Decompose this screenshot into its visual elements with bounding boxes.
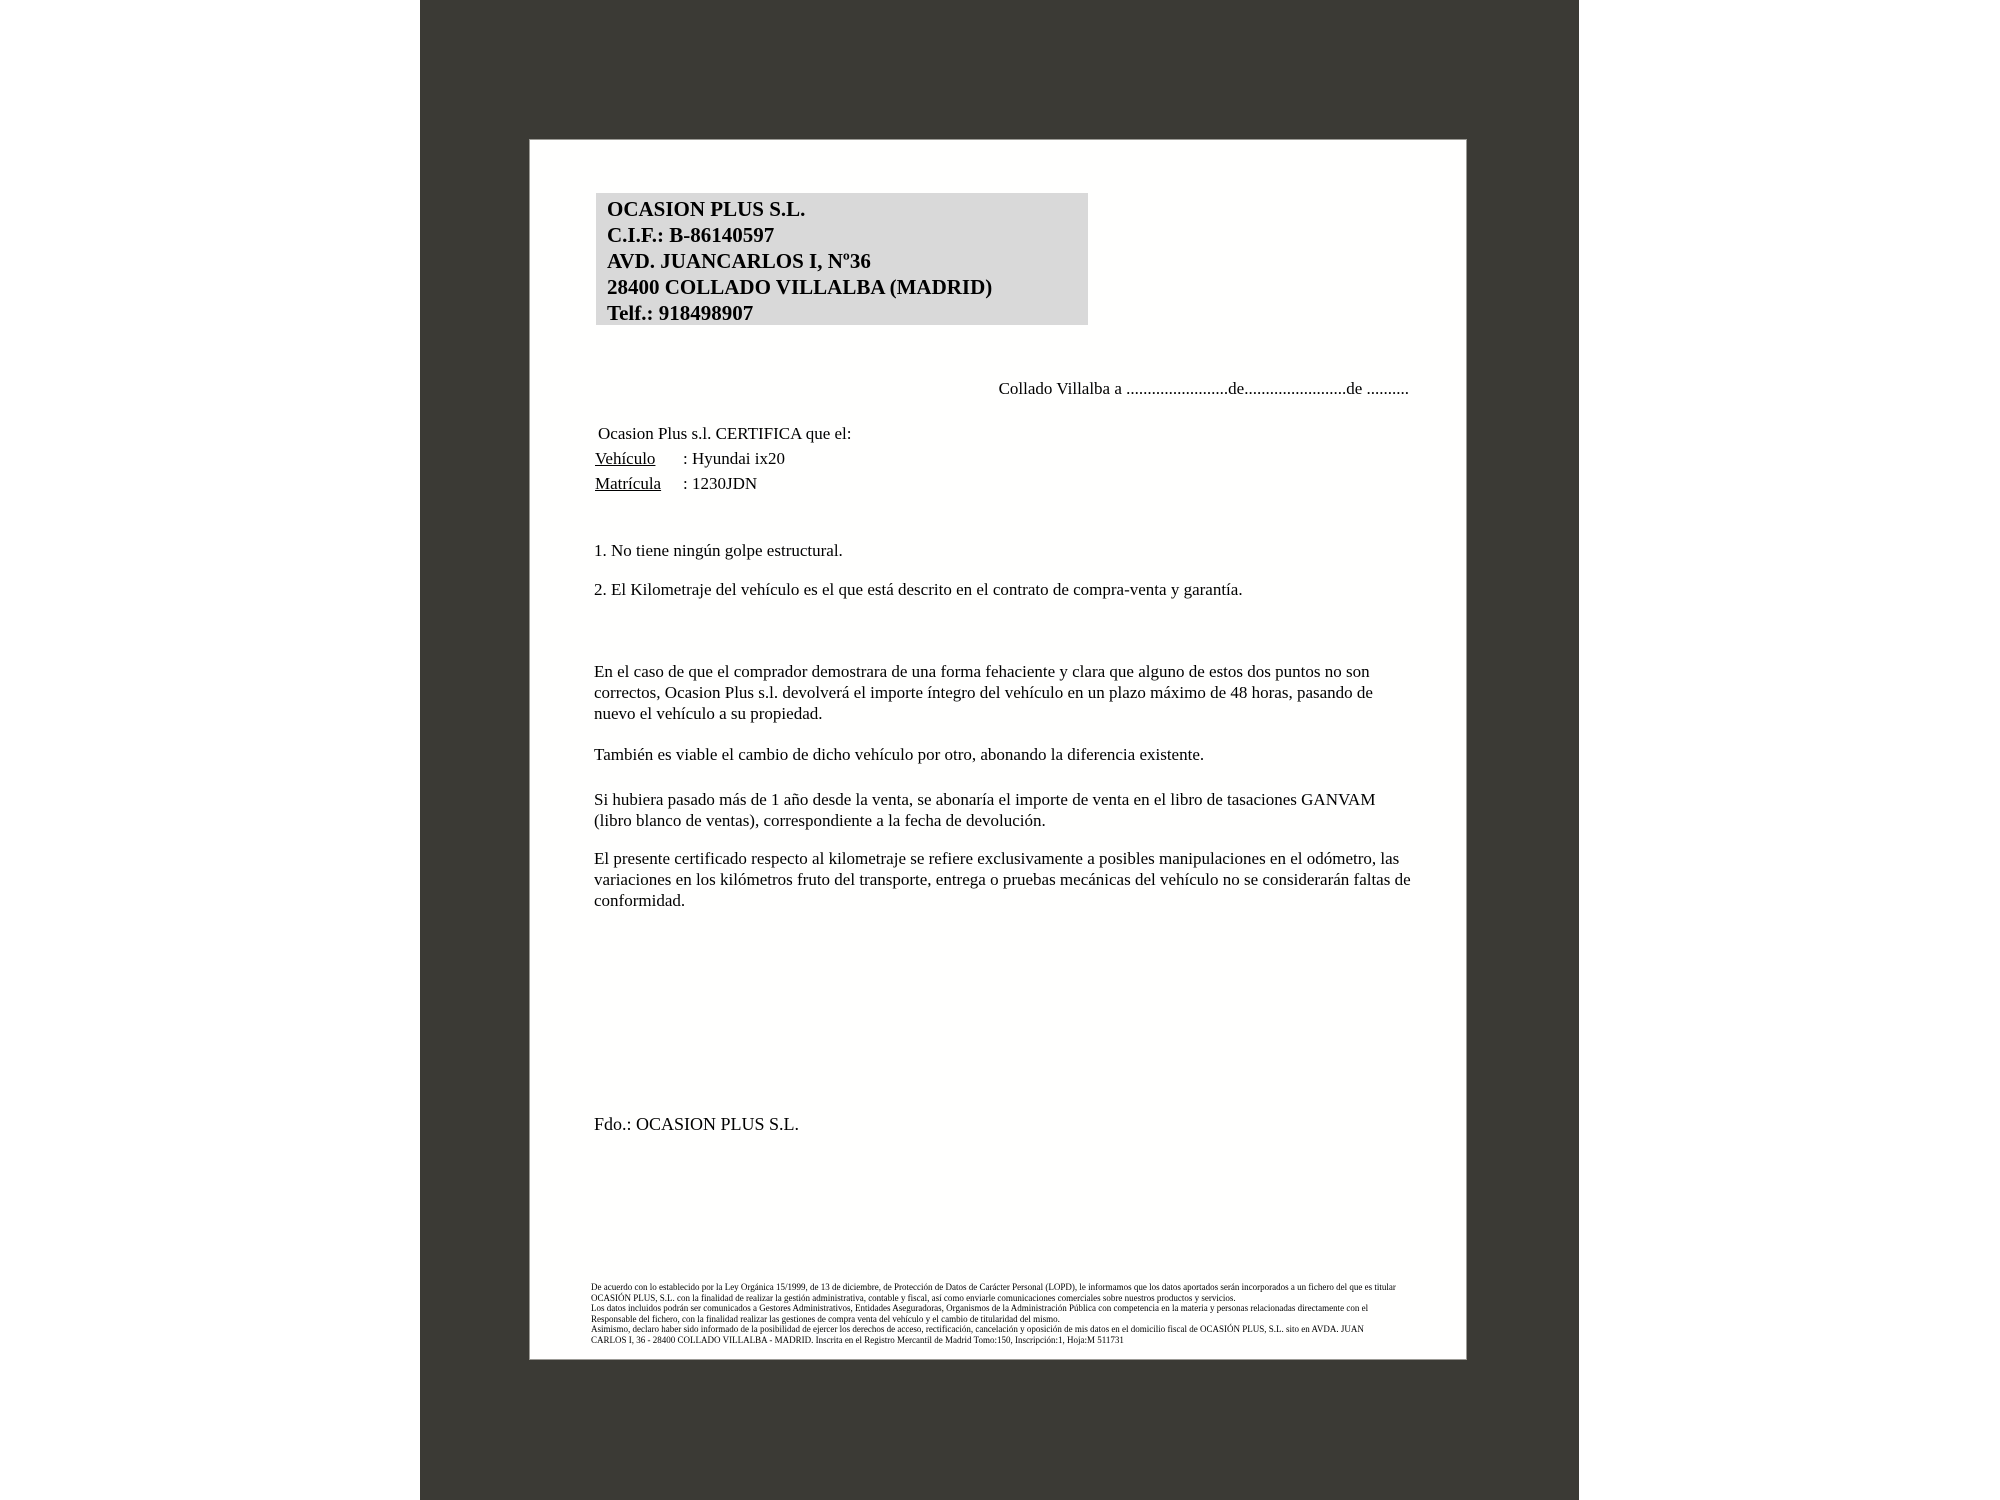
certified-item-1: 1. No tiene ningún golpe estructural. — [594, 541, 843, 560]
exchange-paragraph: También es viable el cambio de dicho vehículo por otro, abonando la diferencia existente. — [594, 745, 1205, 764]
company-address: AVD. JUANCARLOS I, Nº36 — [607, 249, 871, 273]
document-page — [529, 139, 1467, 1360]
certification-block — [595, 421, 852, 496]
company-city: 28400 COLLADO VILLALBA (MADRID) — [607, 275, 993, 299]
date-line: Collado Villalba a ........................de........................de .......... — [998, 379, 1409, 398]
refund-paragraph: En el caso de que el comprador demostrara de una forma fehaciente y clara que alguno de estos dos puntos no son correctos, Ocasion Plus s.l. devolverá el importe íntegro del vehículo en un plazo máximo de 48 horas, pasando de nuevo el vehículo a su propiedad. — [594, 662, 1373, 723]
company-header-block — [596, 193, 1088, 325]
legal-line-2: OCASIÓN PLUS, S.L. con la finalidad de realizar la gestión administrativa, contable y fiscal, así como enviarle comunicaciones comerciales sobre nuestros productos y servicios. — [591, 1292, 1236, 1303]
legal-fine-print — [591, 1282, 1461, 1345]
plate-field-row — [595, 471, 852, 496]
plate-field-label: Matrícula — [595, 474, 662, 493]
signature-line: Fdo.: OCASION PLUS S.L. — [594, 1114, 800, 1134]
vehicle-field-value: : Hyundai ix20 — [683, 449, 785, 468]
legal-line-1: De acuerdo con lo establecido por la Ley Orgánica 15/1999, de 13 de diciembre, de Protección de Datos de Carácter Personal (LOPD), le informamos que los datos aportados serán incorporados a un fichero del que es titular — [591, 1282, 1396, 1292]
legal-line-3: Los datos incluidos podrán ser comunicados a Gestores Administrativos, Entidades Aseguradoras, Organismos de la Administración Pública con competencia en la materia y personas relacionadas directamente con el — [591, 1303, 1369, 1313]
company-phone: Telf.: 918498907 — [607, 301, 754, 325]
viewer-canvas — [420, 0, 1579, 1500]
odometer-paragraph: El presente certificado respecto al kilometraje se refiere exclusivamente a posibles manipulaciones en el odómetro, las variaciones en los kilómetros fruto del transporte, entrega o pruebas mecánicas del vehículo no se considerarán faltas de conformidad. — [594, 849, 1411, 910]
plate-field-value: : 1230JDN — [683, 474, 758, 493]
legal-line-4: Responsable del fichero, con la finalidad realizar las gestiones de compra venta del vehículo y el cambio de titularidad del mismo. — [591, 1313, 1060, 1324]
company-cif: C.I.F.: B-86140597 — [607, 223, 775, 247]
vehicle-field-label: Vehículo — [595, 449, 656, 468]
certification-intro: Ocasion Plus s.l. CERTIFICA que el: — [598, 424, 852, 443]
company-name: OCASION PLUS S.L. — [607, 197, 806, 221]
ganvam-paragraph: Si hubiera pasado más de 1 año desde la venta, se abonaría el importe de venta en el libro de tasaciones GANVAM (libro blanco de ventas), correspondiente a la fecha de devolución. — [594, 790, 1376, 830]
legal-line-6: CARLOS I, 36 - 28400 COLLADO VILLALBA - MADRID. Inscrita en el Registro Mercantil de Madrid Tomo:150, Inscripción:1, Hoja:M 511731 — [591, 1334, 1124, 1345]
vehicle-field-row — [595, 446, 852, 471]
legal-line-5: Asimismo, declaro haber sido informado de la posibilidad de ejercer los derechos de acceso, rectificación, cancelación y oposición de mis datos en el domicilio fiscal de OCASIÓN PLUS, S.L. sito en AVDA. JUAN — [591, 1324, 1364, 1334]
certified-item-2: 2. El Kilometraje del vehículo es el que está descrito en el contrato de compra-venta y garantía. — [594, 580, 1243, 599]
